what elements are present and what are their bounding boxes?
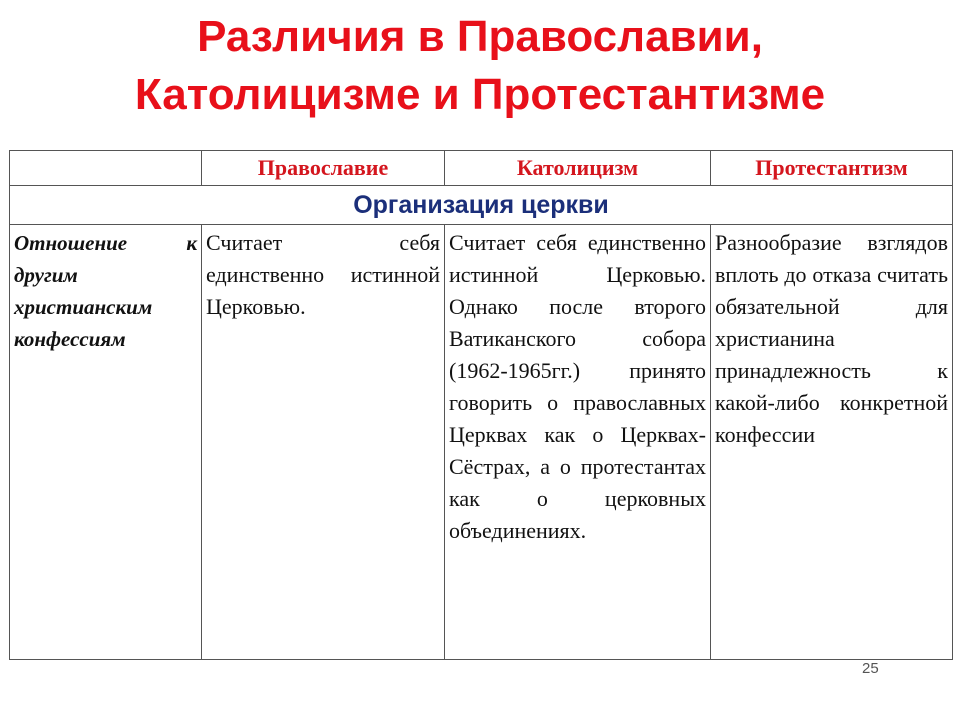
header-protestantism: Протестантизм xyxy=(711,151,953,186)
header-catholicism: Католицизм xyxy=(445,151,711,186)
row-label: Отношение к другим христианским конфессиям xyxy=(10,225,202,660)
cell-protestantism: Разнообразие взглядов вплоть до отказа считать обязательной для христианина принадлежность к какой-либо конкретной конфессии xyxy=(711,225,953,660)
section-title: Организация церкви xyxy=(10,186,953,225)
header-orthodoxy: Православие xyxy=(202,151,445,186)
slide-title xyxy=(0,8,960,124)
comparison-table xyxy=(9,150,953,660)
page-number: 25 xyxy=(862,660,879,677)
section-row xyxy=(10,186,953,225)
cell-catholicism: Считает себя единственно истинной Церковью. Однако после второго Ватиканского собора (1962-1965гг.) принято говорить о православных Церквах как о Церквах-Сёстрах, а о протестантах как о церковных объединениях. xyxy=(445,225,711,660)
header-row xyxy=(10,151,953,186)
slide-title-line-1: Различия в Православии, xyxy=(197,12,763,61)
cell-orthodoxy: Считает себя единственно истинной Церковью. xyxy=(202,225,445,660)
table-row xyxy=(10,225,953,660)
slide-title-line-2: Католицизме и Протестантизме xyxy=(134,70,826,119)
header-empty-cell xyxy=(10,151,202,186)
